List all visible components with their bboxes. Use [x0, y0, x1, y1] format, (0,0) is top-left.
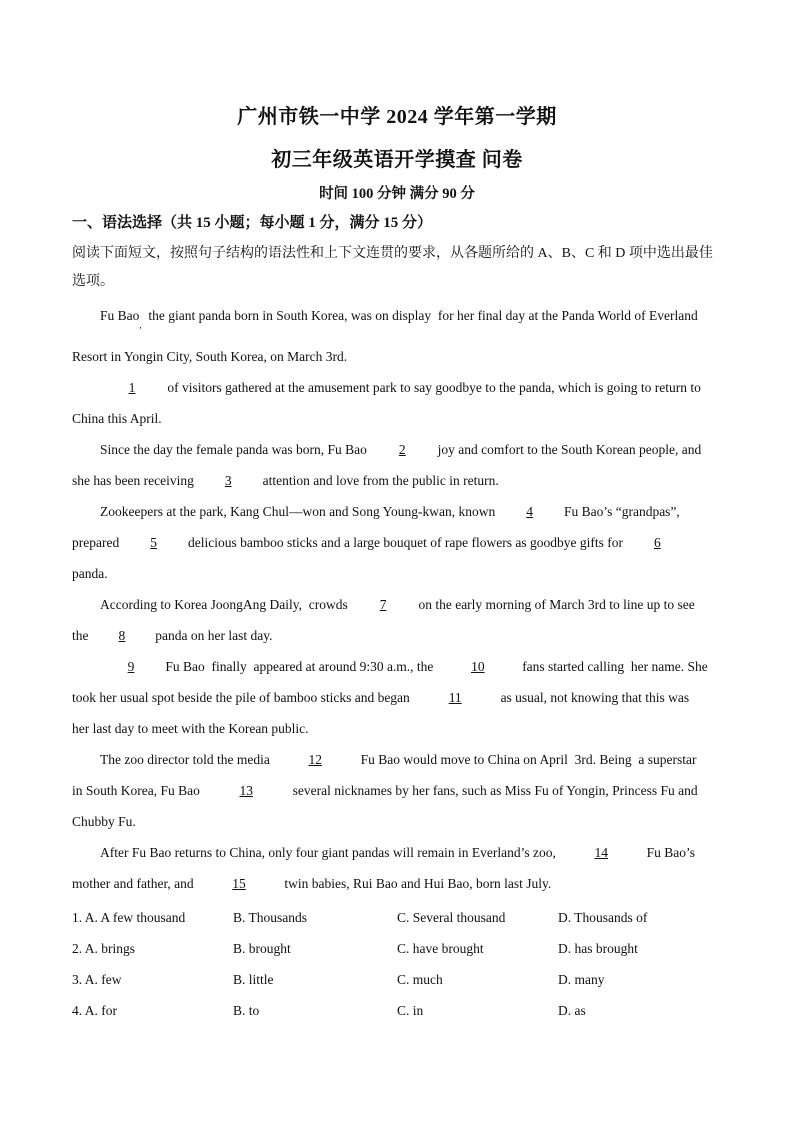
- passage-line: her last day to meet with the Korean public.: [72, 721, 309, 736]
- option-d[interactable]: D. Thousands of: [558, 910, 648, 925]
- passage-text: Fu Bao finally appeared at around 9:30 a.m., the: [162, 659, 437, 674]
- option-b[interactable]: B. brought: [233, 941, 291, 956]
- passage-line: [72, 868, 722, 899]
- option-b[interactable]: B. Thousands: [233, 910, 308, 925]
- blank-11[interactable]: 11: [448, 690, 462, 705]
- passage-text: Since the day the female panda was born, Fu Bao: [100, 442, 371, 457]
- passage-line: [72, 527, 722, 558]
- question-row: [72, 941, 718, 972]
- question-row: [72, 910, 718, 941]
- passage-line: [72, 496, 722, 527]
- blank-4[interactable]: 4: [526, 504, 533, 519]
- passage-line: panda.: [72, 566, 108, 581]
- passage-text: the giant panda born in South Korea, was on display for her final day at the Panda World of Everland: [141, 308, 698, 323]
- school-title: 广州市铁一中学 2024 学年第一学期: [237, 106, 557, 128]
- blank-6[interactable]: 6: [653, 535, 661, 550]
- passage-text: The zoo director told the media: [100, 752, 274, 767]
- blank-9[interactable]: 9: [127, 659, 135, 674]
- passage-text: After Fu Bao returns to China, only four giant pandas will remain in Everland’s zoo,: [100, 845, 560, 860]
- exam-title: 初三年级英语开学摸查 问卷: [271, 149, 523, 171]
- passage-text: of visitors gathered at the amusement park to say goodbye to the panda, which is going to return to: [164, 380, 701, 395]
- passage-text: twin babies, Rui Bao and Hui Bao, born last July.: [281, 876, 552, 891]
- blank-5[interactable]: 5: [150, 535, 157, 550]
- comma-mark: ,: [139, 320, 142, 330]
- option-a[interactable]: 1. A. A few thousand: [72, 910, 186, 925]
- passage-line: [72, 589, 722, 620]
- passage-line: [72, 434, 722, 465]
- instruction-line-1: 阅读下面短文，按照句子结构的语法性和上下文连贯的要求，从各题所给的 A、B、C 和 D 项中选出最佳: [72, 246, 713, 261]
- passage-text: panda on her last day.: [151, 628, 273, 643]
- passage-text: the: [72, 628, 92, 643]
- option-a[interactable]: 2. A. brings: [72, 941, 136, 956]
- passage-text: Fu Bao: [100, 308, 140, 323]
- blank-12[interactable]: 12: [308, 752, 322, 767]
- option-c[interactable]: C. in: [397, 1003, 424, 1018]
- passage-line: [72, 465, 722, 496]
- blank-2[interactable]: 2: [398, 442, 406, 457]
- passage-text: she has been receiving: [72, 473, 198, 488]
- option-d[interactable]: D. has brought: [558, 941, 638, 956]
- passage-text: on the early morning of March 3rd to line up to see: [415, 597, 695, 612]
- option-d[interactable]: D. many: [558, 972, 605, 987]
- option-c[interactable]: C. Several thousand: [397, 910, 506, 925]
- passage-line: [72, 300, 722, 331]
- passage-text: as usual, not knowing that this was: [497, 690, 690, 705]
- passage-text: attention and love from the public in return.: [259, 473, 499, 488]
- passage-line: [72, 620, 722, 651]
- passage-text: delicious bamboo sticks and a large bouquet of rape flowers as goodbye gifts for: [184, 535, 627, 550]
- option-c[interactable]: C. much: [397, 972, 443, 987]
- passage-line: [72, 682, 722, 713]
- blank-7[interactable]: 7: [379, 597, 387, 612]
- passage-text: Fu Bao’s “grandpas”,: [560, 504, 680, 519]
- passage-text: According to Korea JoongAng Daily, crowds: [100, 597, 352, 612]
- passage-line: [72, 651, 722, 682]
- blank-8[interactable]: 8: [118, 628, 126, 643]
- passage-text: in South Korea, Fu Bao: [72, 783, 204, 798]
- passage-line: China this April.: [72, 411, 162, 426]
- blank-3[interactable]: 3: [224, 473, 232, 488]
- passage-line: Resort in Yongin City, South Korea, on March 3rd.: [72, 349, 348, 364]
- blank-13[interactable]: 13: [239, 783, 253, 798]
- question-row: [72, 1003, 718, 1034]
- passage-text: Zookeepers at the park, Kang Chul—won and Song Young-kwan, known: [100, 504, 499, 519]
- blank-14[interactable]: 14: [594, 845, 609, 860]
- blank-10[interactable]: 10: [471, 659, 485, 674]
- passage-text: took her usual spot beside the pile of bamboo sticks and began: [72, 690, 414, 705]
- passage-line: [72, 837, 722, 868]
- passage-text: Fu Bao would move to China on April 3rd. Being a superstar: [357, 752, 697, 767]
- time-info: 时间 100 分钟 满分 90 分: [319, 186, 475, 202]
- question-row: [72, 972, 718, 1003]
- section-heading: 一、语法选择（共 15 小题；每小题 1 分，满分 15 分）: [72, 215, 433, 231]
- passage-text: prepared: [72, 535, 123, 550]
- passage-text: fans started calling her name. She: [518, 659, 708, 674]
- option-c[interactable]: C. have brought: [397, 941, 484, 956]
- passage-line: [72, 744, 722, 775]
- option-b[interactable]: B. little: [233, 972, 274, 987]
- option-b[interactable]: B. to: [233, 1003, 260, 1018]
- passage-line: [72, 775, 722, 806]
- option-a[interactable]: 4. A. for: [72, 1003, 117, 1018]
- option-a[interactable]: 3. A. few: [72, 972, 122, 987]
- question-options: [72, 910, 718, 1034]
- passage-text: mother and father, and: [72, 876, 198, 891]
- passage-text: joy and comfort to the South Korean people, and: [434, 442, 702, 457]
- passage-line: Chubby Fu.: [72, 814, 136, 829]
- instruction-line-2: 选项。: [72, 274, 114, 289]
- blank-15[interactable]: 15: [232, 876, 246, 891]
- blank-1[interactable]: 1: [128, 380, 136, 395]
- passage: [72, 300, 722, 899]
- passage-text: Fu Bao’s: [643, 845, 696, 860]
- option-d[interactable]: D. as: [558, 1003, 586, 1018]
- passage-line: [72, 372, 722, 403]
- passage-text: several nicknames by her fans, such as Miss Fu of Yongin, Princess Fu and: [289, 783, 698, 798]
